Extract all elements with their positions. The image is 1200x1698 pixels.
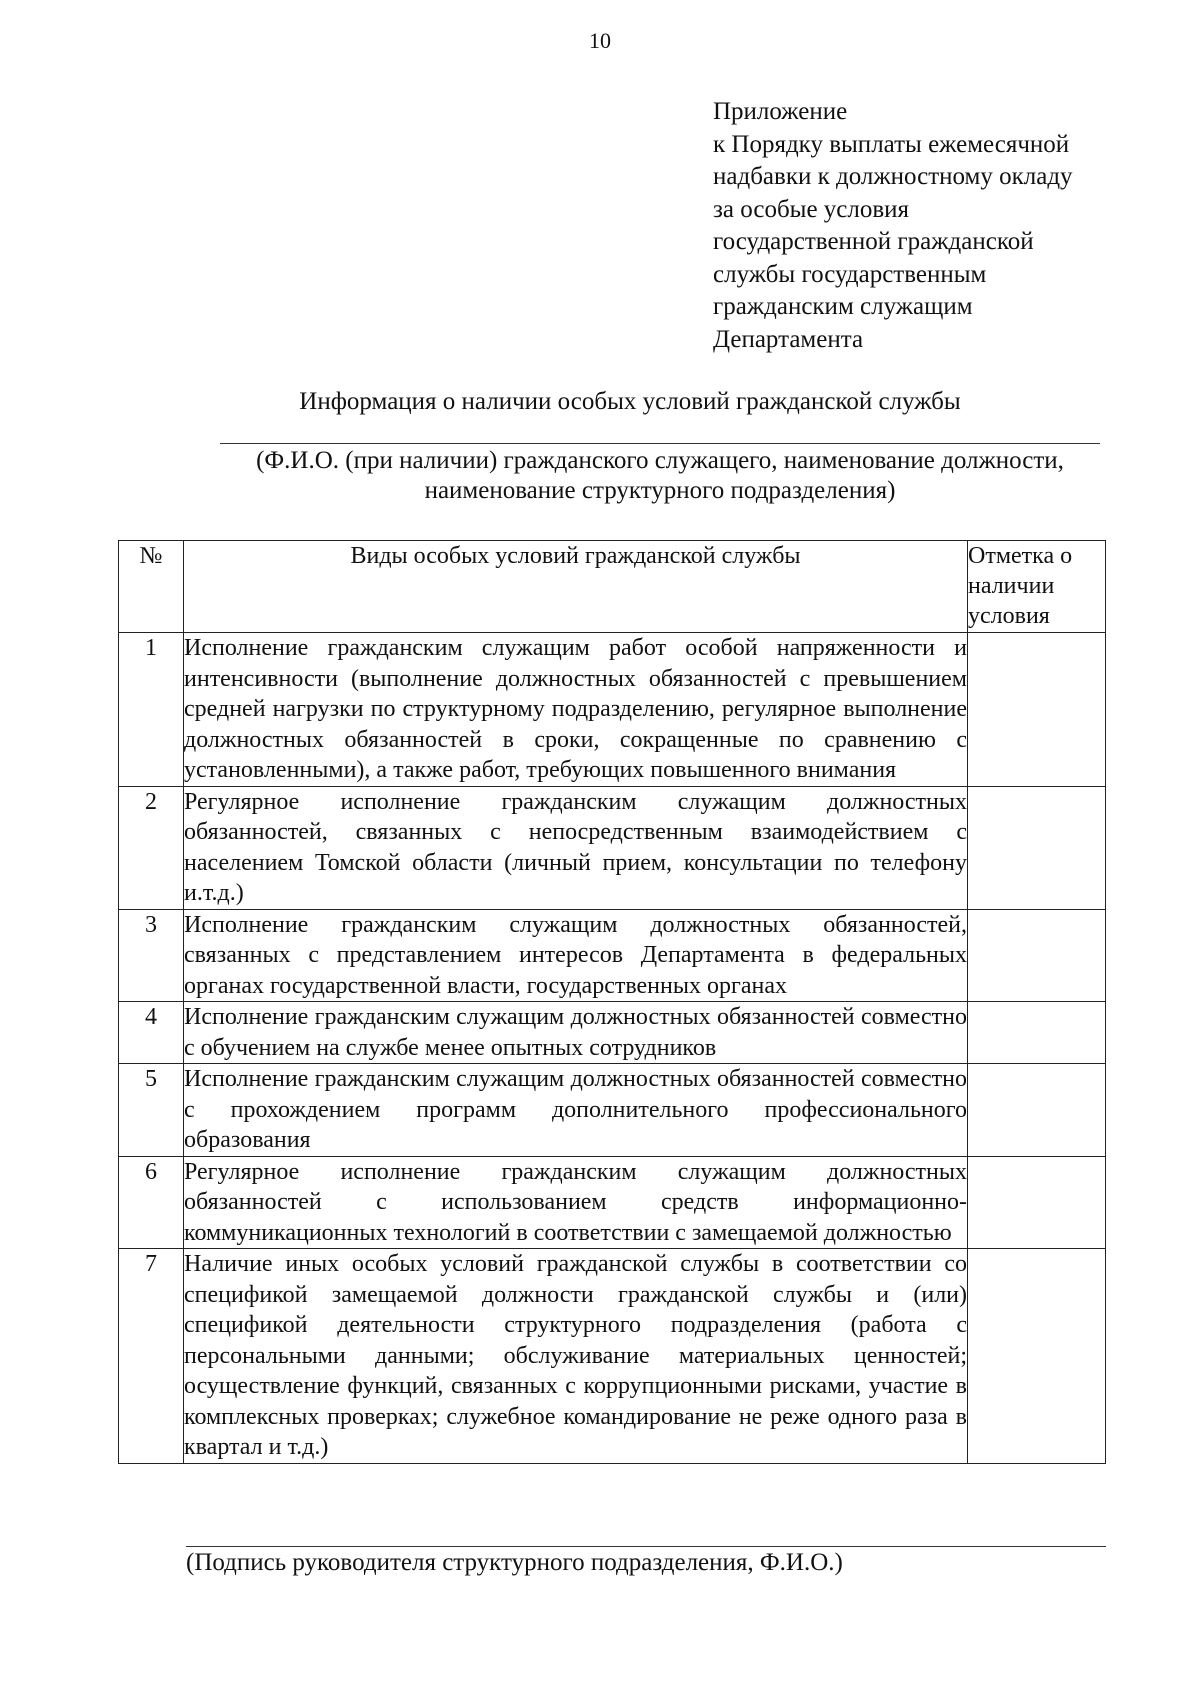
fio-caption-line: наименование структурного подразделения) bbox=[424, 477, 896, 504]
row-number: 2 bbox=[119, 786, 184, 909]
row-mark-cell[interactable] bbox=[968, 1064, 1106, 1157]
appendix-line: гражданским служащим bbox=[713, 293, 973, 320]
row-mark-cell[interactable] bbox=[968, 1002, 1106, 1064]
appendix-line: к Порядку выплаты ежемесячной bbox=[713, 130, 1070, 158]
row-condition-text: Наличие иных особых условий гражданской службы в соответствии со спецификой замещаемой должности гражданской службы и (или) спецификой деятельности структурного подразделения (работа с персональными данными; обслуживание материальных ценностей; осуществление функций, связанных с коррупционными рисками, участие в комплексных проверках; служебное командирование не реже одного раза в квартал и т.д.) bbox=[184, 1249, 968, 1464]
table-row bbox=[119, 909, 1106, 1002]
row-number: 7 bbox=[119, 1249, 184, 1464]
row-mark-cell[interactable] bbox=[968, 633, 1106, 787]
row-number: 4 bbox=[119, 1002, 184, 1064]
appendix-line: службы государственным bbox=[713, 260, 987, 288]
appendix-line: за особые условия bbox=[713, 195, 910, 223]
row-condition-text: Исполнение гражданским служащим работ особой напряженности и интенсивности (выполнение должностных обязанностей с превышением средней нагрузки по структурному подразделению, регулярное выполнение должностных обязанностей в сроки, сокращенные по сравнению с установленными), а также работ, требующих повышенного внимания bbox=[184, 633, 968, 787]
signature-fill-line bbox=[186, 1546, 1106, 1547]
row-number: 6 bbox=[119, 1156, 184, 1249]
page-number: 10 bbox=[589, 28, 611, 53]
table-row bbox=[119, 1249, 1106, 1464]
header-number: № bbox=[119, 541, 184, 633]
row-number: 5 bbox=[119, 1064, 184, 1157]
appendix-line: Приложение bbox=[713, 98, 848, 125]
conditions-table bbox=[118, 540, 1106, 1464]
table-row bbox=[119, 1002, 1106, 1064]
table-row bbox=[119, 1064, 1106, 1157]
row-condition-text: Исполнение гражданским служащим должностных обязанностей совместно с прохождением программ дополнительного профессионального образования bbox=[184, 1064, 968, 1157]
row-mark-cell[interactable] bbox=[968, 786, 1106, 909]
row-mark-cell[interactable] bbox=[968, 1249, 1106, 1464]
row-number: 3 bbox=[119, 909, 184, 1002]
table-row bbox=[119, 1156, 1106, 1249]
signature-caption: (Подпись руководителя структурного подразделения, Ф.И.О.) bbox=[186, 1549, 843, 1576]
appendix-line: государственной гражданской bbox=[713, 228, 1034, 255]
row-condition-text: Регулярное исполнение гражданским служащим должностных обязанностей с использованием средств информационно-коммуникационных технологий в соответствии с замещаемой должностью bbox=[184, 1156, 968, 1249]
row-condition-text: Исполнение гражданским служащим должностных обязанностей, связанных с представлением интересов Департамента в федеральных органах государственной власти, государственных органах bbox=[184, 909, 968, 1002]
document-title: Информация о наличии особых условий гражданской службы bbox=[299, 388, 961, 415]
row-mark-cell[interactable] bbox=[968, 909, 1106, 1002]
table-header-row bbox=[119, 541, 1106, 633]
appendix-block bbox=[713, 96, 1183, 356]
row-number: 1 bbox=[119, 633, 184, 787]
header-mark: Отметка о наличии условия bbox=[968, 541, 1106, 633]
table-row bbox=[119, 786, 1106, 909]
row-condition-text: Исполнение гражданским служащим должностных обязанностей совместно с обучением на службе менее опытных сотрудников bbox=[184, 1002, 968, 1064]
table-row bbox=[119, 633, 1106, 787]
fio-caption-line: (Ф.И.О. (при наличии) гражданского служащего, наименование должности, bbox=[256, 447, 1064, 474]
fio-fill-line bbox=[220, 443, 1100, 444]
appendix-line: надбавки к должностному окладу bbox=[713, 163, 1073, 190]
row-mark-cell[interactable] bbox=[968, 1156, 1106, 1249]
header-condition-type: Виды особых условий гражданской службы bbox=[184, 541, 968, 633]
row-condition-text: Регулярное исполнение гражданским служащим должностных обязанностей, связанных с непосредственным взаимодействием с населением Томской области (личный прием, консультации по телефону и.т.д.) bbox=[184, 786, 968, 909]
fio-caption bbox=[180, 446, 1140, 506]
appendix-line: Департамента bbox=[713, 325, 864, 353]
